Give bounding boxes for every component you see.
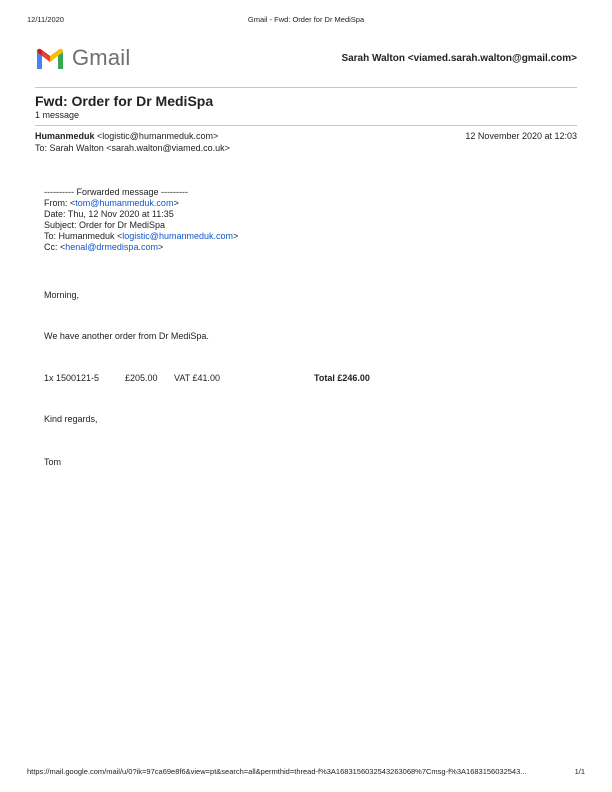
recipient-line: To: Sarah Walton <sarah.walton@viamed.co.uk> (35, 143, 230, 153)
thread-subject: Fwd: Order for Dr MediSpa (35, 93, 214, 109)
signature-text: Tom (44, 457, 62, 467)
forward-from-link[interactable]: tom@humanmeduk.com (75, 198, 174, 208)
print-title: Gmail - Fwd: Order for Dr MediSpa (247, 15, 365, 24)
account-label: Sarah Walton <viamed.sarah.walton@gmail.com> (341, 53, 577, 64)
forward-to: To: Humanmeduk <logistic@humanmeduk.com> (44, 231, 239, 241)
order-item: 1x 1500121-5 (44, 373, 100, 383)
order-price: £205.00 (125, 373, 158, 383)
print-url: https://mail.google.com/mail/u/0?ik=97ca69e8f6&view=pt&search=all&permthid=thread-f%3A1683156032543263068%7Cmsg-f%3A1683156032543... (27, 767, 527, 776)
message-date: 12 November 2020 at 12:03 (465, 131, 577, 141)
sender-line (35, 131, 218, 141)
order-total: Total £246.00 (314, 373, 370, 383)
subject-divider (35, 125, 577, 126)
forward-divider: ---------- Forwarded message --------- (44, 187, 188, 197)
sender-email: <logistic@humanmeduk.com> (97, 131, 219, 141)
forwarded-header (44, 187, 238, 253)
print-header (27, 15, 585, 25)
gmail-logo (35, 45, 130, 71)
gmail-wordmark: Gmail (72, 45, 131, 70)
forward-subject: Subject: Order for Dr MediSpa (44, 220, 166, 230)
page-number: 1/1 (574, 767, 585, 776)
forward-date: Date: Thu, 12 Nov 2020 at 11:35 (44, 209, 174, 219)
greeting-text: Morning, (44, 290, 80, 300)
gmail-logo-icon (35, 47, 65, 70)
forward-to-link[interactable]: logistic@humanmeduk.com (122, 231, 233, 241)
order-vat: VAT £41.00 (174, 373, 221, 383)
message-count: 1 message (35, 110, 80, 120)
print-date: 12/11/2020 (27, 15, 64, 24)
forward-from: From: <tom@humanmeduk.com> (44, 198, 179, 208)
header-divider (35, 87, 577, 88)
intro-text: We have another order from Dr MediSpa. (44, 331, 209, 341)
order-line (44, 373, 444, 384)
closing-text: Kind regards, (44, 414, 98, 424)
sender-name: Humanmeduk (35, 131, 95, 141)
forward-cc-link[interactable]: henal@drmedispa.com (65, 242, 158, 252)
print-footer (27, 767, 585, 777)
forward-cc: Cc: <henal@drmedispa.com> (44, 242, 164, 252)
